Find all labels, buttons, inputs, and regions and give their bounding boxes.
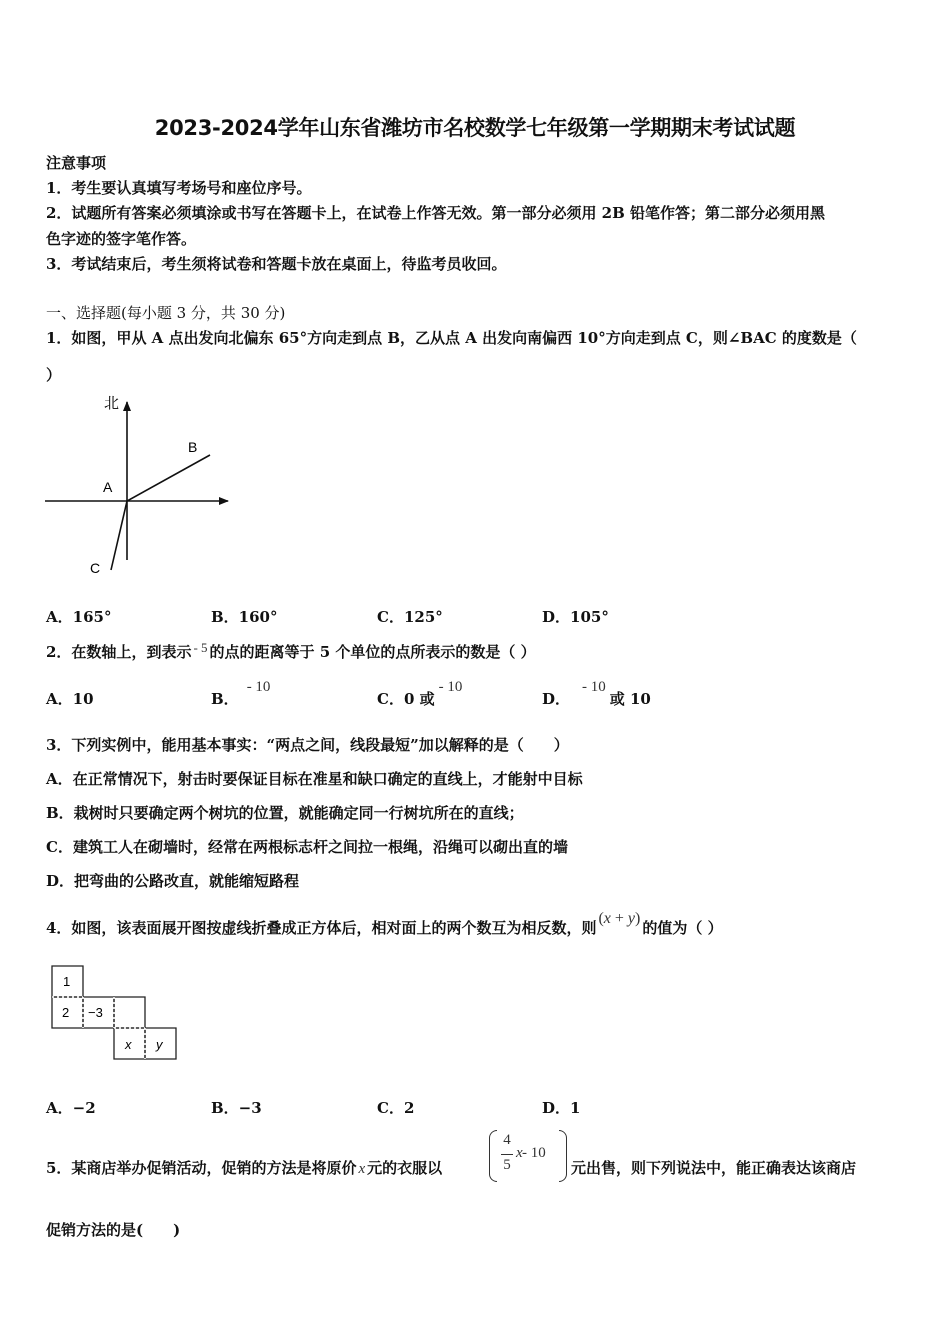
q5-stem-line2: 促销方法的是( )	[46, 1221, 181, 1239]
q4-var-x: x	[603, 910, 611, 927]
q4-stem-post: 的值为（ ）	[642, 919, 723, 937]
point-c-label: C	[90, 560, 101, 576]
q2-option-b[interactable]	[211, 679, 271, 709]
q4-option-d[interactable]: D．1	[542, 1099, 581, 1117]
notice-item: 3．考试结束后，考生须将试卷和答题卡放在桌面上，待监考员收回。	[46, 255, 507, 273]
q3-option-b[interactable]: B．栽树时只要确定两个树坑的位置，就能确定同一行树坑所在的直线；	[46, 804, 524, 822]
ray-ac	[111, 501, 127, 570]
q4-paren-close: )	[635, 910, 641, 927]
q2-option-b-math: - 10	[246, 679, 271, 695]
q2-number: - 5	[193, 640, 208, 655]
q2-option-c[interactable]	[377, 679, 463, 709]
q5-var-x: x	[358, 1161, 366, 1177]
q1-stem: 1．如图，甲从 A 点出发向北偏东 65°方向走到点 B，乙从点 A 出发向南偏西 10°方向走到点 C，则∠BAC 的度数是（	[46, 329, 857, 347]
net-value-2: 2	[62, 1005, 70, 1020]
ray-ab	[127, 455, 210, 501]
q5-stem-post: 元出售，则下列说法中，能正确表达该商店	[571, 1159, 857, 1177]
q4-stem-pre: 4．如图，该表面展开图按虚线折叠成正方体后，相对面上的两个数互为相反数，则	[46, 919, 597, 937]
point-b-label: B	[188, 439, 198, 455]
q4-plus: +	[610, 910, 628, 927]
q5-expr-x: x	[516, 1145, 523, 1161]
section-heading: 一、选择题(每小题 3 分，共 30 分)	[46, 304, 286, 322]
q2-stem-pre: 2．在数轴上，到表示	[46, 643, 192, 661]
q4-var-y: y	[627, 910, 636, 927]
q4-stem	[46, 910, 723, 938]
q5-text-mid: 元的衣服以	[367, 1159, 443, 1177]
q1-figure	[40, 388, 240, 580]
net-value-1: 1	[63, 974, 71, 989]
q2-option-d-post: 或 10	[609, 690, 651, 708]
net-value-neg3: −3	[88, 1005, 103, 1020]
q2-stem	[46, 641, 536, 662]
q3-option-c[interactable]: C．建筑工人在砌墙时，经常在两根标志杆之间拉一根绳，沿绳可以砌出直的墙	[46, 838, 568, 856]
page-title: 2023-2024学年山东省潍坊市名校数学七年级第一学期期末考试试题	[154, 116, 796, 140]
q2-option-c-math: - 10	[438, 679, 463, 695]
q5-stem-pre	[46, 1157, 442, 1178]
q3-option-d[interactable]: D．把弯曲的公路改直，就能缩短路程	[46, 872, 300, 890]
q5-expression	[489, 1130, 567, 1182]
net-value-x: x	[125, 1037, 132, 1052]
q4-option-a[interactable]: A．−2	[46, 1099, 96, 1117]
q2-stem-post: 的点的距离等于 5 个单位的点所表示的数是（ ）	[209, 643, 536, 661]
point-a-label: A	[103, 479, 113, 495]
q1-option-c[interactable]: C．125°	[377, 608, 443, 626]
q2-option-d-math: - 10	[582, 679, 606, 695]
notice-item: 1．考生要认真填写考场号和座位序号。	[46, 179, 312, 197]
q3-option-a[interactable]: A．在正常情况下，射击时要保证目标在准星和缺口确定的直线上，才能射中目标	[46, 770, 583, 788]
q5-text-pre: 5．某商店举办促销活动，促销的方法是将原价	[46, 1159, 357, 1177]
q4-option-c[interactable]: C．2	[377, 1099, 415, 1117]
q5-numerator: 4	[503, 1132, 511, 1148]
q2-option-a[interactable]: A．10	[46, 690, 94, 708]
q5-expr-minus: - 10	[522, 1145, 546, 1161]
q5-denominator: 5	[503, 1157, 511, 1173]
notice-heading: 注意事项	[46, 154, 107, 172]
net-value-y: y	[156, 1037, 163, 1052]
q1-option-a[interactable]: A．165°	[46, 608, 112, 626]
q4-paren-open: (	[598, 910, 604, 927]
cube-net	[48, 964, 182, 1064]
q1-option-d[interactable]: D．105°	[542, 608, 609, 626]
q2-option-c-label: C．0 或	[377, 690, 435, 708]
q3-stem: 3．下列实例中，能用基本事实：“两点之间，线段最短”加以解释的是（ ）	[46, 736, 569, 754]
q4-option-b[interactable]: B．−3	[211, 1099, 262, 1117]
net-face	[114, 997, 145, 1028]
q1-option-b[interactable]: B．160°	[211, 608, 278, 626]
q2-option-d-label: D．	[542, 690, 571, 708]
north-label: 北	[104, 395, 120, 412]
q4-expression	[598, 910, 640, 927]
q2-option-b-label: B．	[211, 690, 239, 708]
q2-option-d[interactable]	[542, 679, 651, 709]
notice-item: 色字迹的签字笔作答。	[46, 230, 197, 248]
q1-stem-end: ）	[46, 366, 62, 384]
notice-item: 2．试题所有答案必须填涂或书写在答题卡上，在试卷上作答无效。第一部分必须用 2B 铅笔作答；第二部分必须用黑	[46, 204, 826, 222]
